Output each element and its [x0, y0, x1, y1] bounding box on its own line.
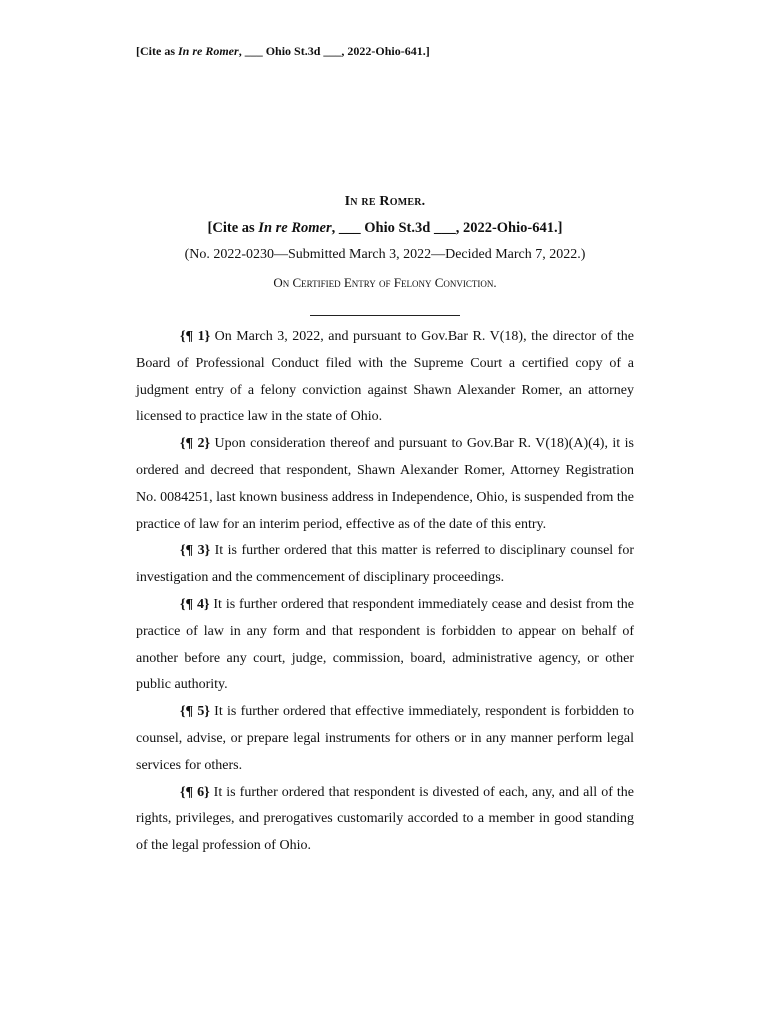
caption-citation [0, 220, 770, 237]
paragraph-5 [136, 699, 634, 779]
paragraph-4 [136, 592, 634, 699]
header-cite-case-name: In re Romer [178, 44, 239, 58]
proceeding-line: On Certified Entry of Felony Conviction. [273, 275, 497, 290]
paragraph-text: Upon consideration thereof and pursuant to Gov.Bar R. V(18)(A)(4), it is ordered and decreed that respondent, Shawn Alexander Romer, Attorney Registration No. 0084251, last known business address in Independence, Ohio, is suspended from the practice of law for an interim period, effective as of the date of this entry. [136, 436, 634, 532]
header-cite-suffix: , ___ Ohio St.3d ___, 2022-Ohio-641.] [238, 44, 430, 58]
paragraph-number: {¶ 4} [180, 596, 210, 612]
caption-cite-case-name: In re Romer [258, 220, 332, 236]
paragraph-number: {¶ 1} [180, 329, 211, 344]
paragraph-text: On March 3, 2022, and pursuant to Gov.Bar R. V(18), the director of the Board of Professional Conduct filed with the Supreme Court a certified copy of a judgment entry of a felony conviction against Shawn Alexander Romer, an attorney licensed to practice law in the state of Ohio. [136, 329, 634, 425]
paragraph-text: It is further ordered that effective immediately, respondent is forbidden to counsel, advise, or prepare legal instruments for others or in any manner perform legal services for others. [136, 704, 634, 773]
docket-line: (No. 2022-0230—Submitted March 3, 2022—Decided March 7, 2022.) [184, 247, 586, 262]
paragraph-number: {¶ 2} [180, 436, 211, 452]
paragraph-1 [136, 324, 634, 431]
opinion-body [136, 324, 634, 860]
running-header-citation [136, 44, 430, 59]
paragraph-number: {¶ 5} [180, 704, 210, 720]
case-title: In re Romer. [344, 194, 426, 209]
caption-divider [310, 315, 460, 316]
caption-cite-prefix: [Cite as [207, 220, 259, 236]
paragraph-3 [136, 538, 634, 592]
caption-cite-suffix: , ___ Ohio St.3d ___, 2022-Ohio-641.] [331, 220, 563, 236]
paragraph-text: It is further ordered that respondent immediately cease and desist from the practice of law in any form and that respondent is forbidden to appear on behalf of another before any court, judge, commission, board, administrative agency, or other public authority. [136, 596, 634, 693]
paragraph-text: It is further ordered that this matter is referred to disciplinary counsel for investigation and the commencement of disciplinary proceedings. [136, 543, 634, 586]
header-cite-prefix: [Cite as [136, 44, 178, 58]
paragraph-number: {¶ 6} [180, 784, 210, 800]
paragraph-text: It is further ordered that respondent is divested of each, any, and all of the rights, privileges, and prerogatives customarily accorded to a member in good standing of the legal profession of Ohio. [136, 784, 634, 854]
paragraph-number: {¶ 3} [180, 543, 211, 559]
paragraph-2 [136, 431, 634, 538]
paragraph-6 [136, 780, 634, 860]
